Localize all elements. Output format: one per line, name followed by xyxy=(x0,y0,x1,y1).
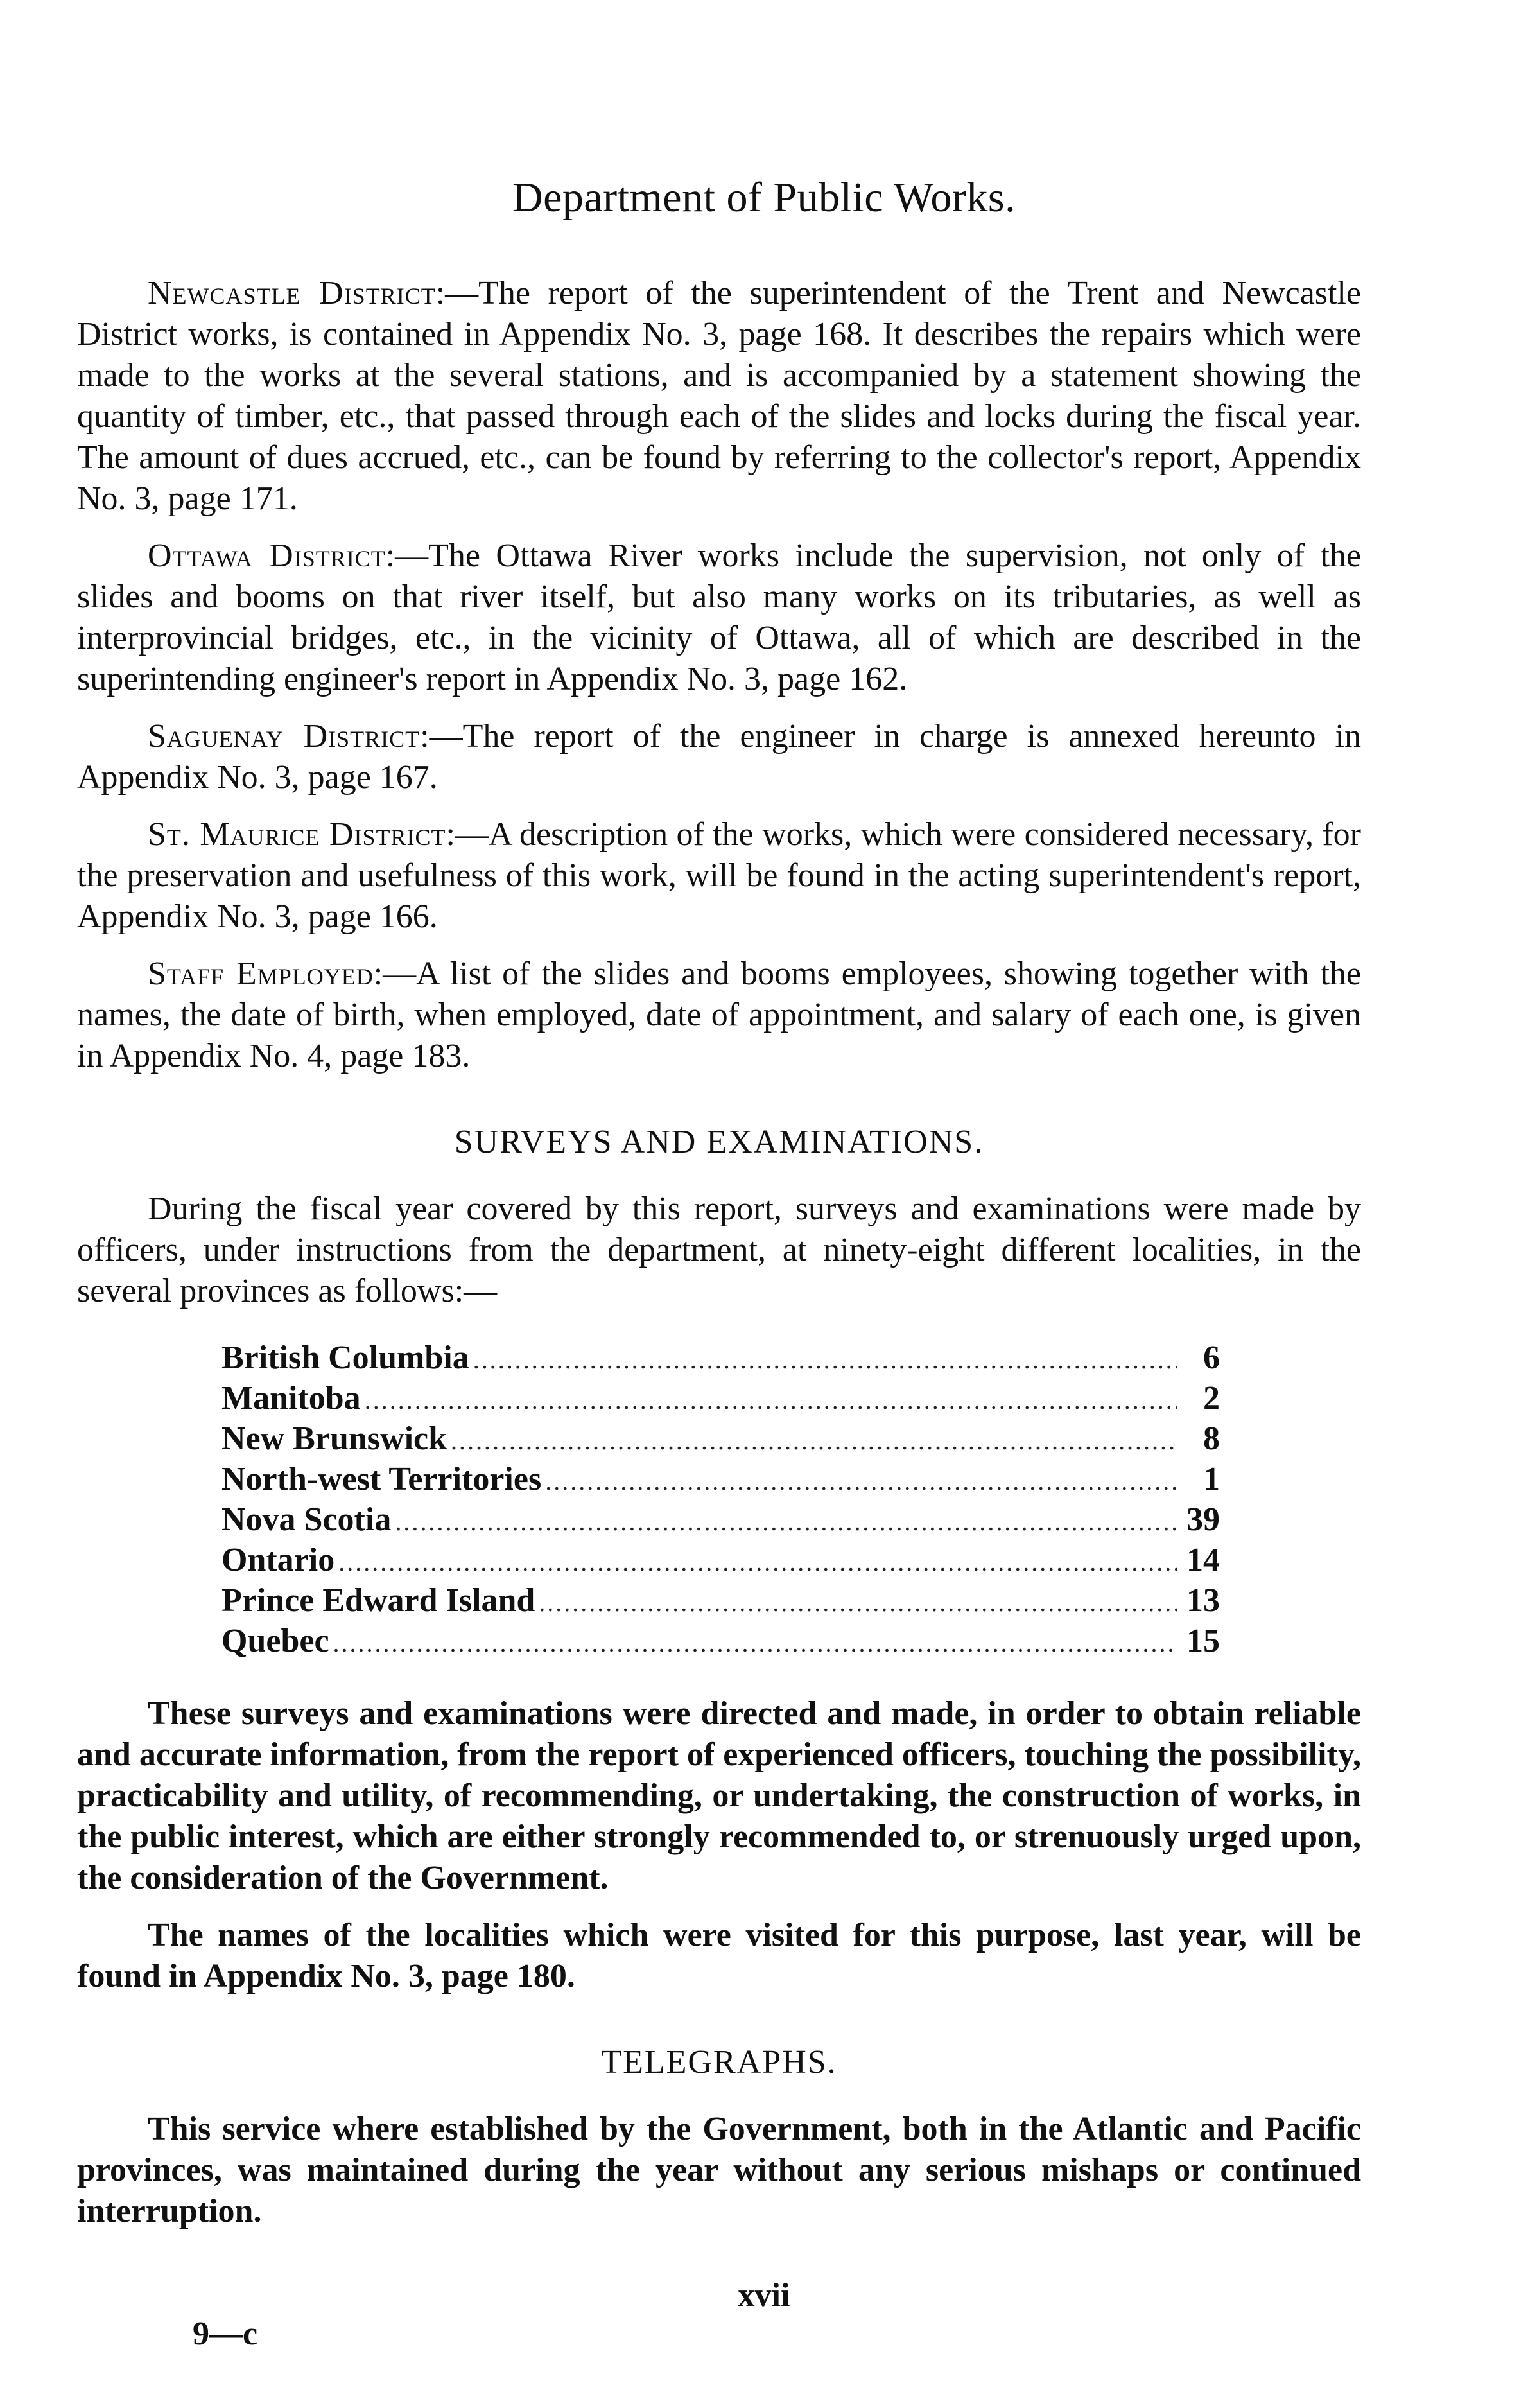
locality-count: 8 xyxy=(1203,1420,1220,1457)
locality-count: 14 xyxy=(1186,1542,1220,1578)
province-name: Manitoba xyxy=(221,1380,361,1417)
province-name: Ontario xyxy=(221,1542,335,1578)
leader-dots xyxy=(333,1621,1177,1664)
locality-count: 39 xyxy=(1186,1501,1220,1538)
leader-dots xyxy=(473,1338,1177,1381)
paragraph-text: :—A list of the slides and booms employees, showing together with the names, the date of birth, when employed, date of appointment, and salary of each one, is given in Appendix No. 4, page 183. xyxy=(77,955,1362,1074)
leader-dots xyxy=(395,1499,1177,1542)
survey-row xyxy=(221,1621,1220,1661)
paragraph-heading: Newcastle District xyxy=(148,275,436,311)
telegraphs-paragraph: This service where established by the Government, both in the Atlantic and Pacific provinces, was maintained during the year without any serious mishaps or continued interruption. xyxy=(77,2111,1361,2229)
paragraph-st-maurice-district xyxy=(77,814,1361,938)
province-name: Quebec xyxy=(221,1623,329,1659)
paragraph-staff-employed xyxy=(77,954,1361,1077)
survey-row xyxy=(221,1499,1220,1540)
surveys-intro: During the fiscal year covered by this report, surveys and examinations were made by officers, under instructions from the department, at ninety-eight different localities, in the several provinces as follows:— xyxy=(77,1191,1361,1309)
paragraph-saguenay-district xyxy=(77,716,1361,798)
section-title-telegraphs: TELEGRAPHS. xyxy=(601,2044,837,2081)
province-name: British Columbia xyxy=(221,1339,469,1376)
province-name: North-west Territories xyxy=(221,1461,542,1497)
paragraph-newcastle-district xyxy=(77,273,1361,519)
paragraph-text: :—The report of the superintendent of the Trent and Newcastle District works, is contained in Appendix No. 3, page 168. It describes the repairs which were made to the works at the several stations, and is accompanied by a statement showing the quantity of timber, etc., that passed through each of the slides and locks during the fiscal year. The amount of dues accrued, etc., can be found by referring to the collector's report, Appendix No. 3, page 171. xyxy=(77,275,1362,517)
leader-dots xyxy=(539,1580,1177,1623)
survey-row xyxy=(221,1338,1220,1378)
leader-dots xyxy=(545,1459,1177,1502)
leader-dots xyxy=(338,1540,1177,1583)
locality-count: 2 xyxy=(1203,1380,1220,1417)
locality-count: 15 xyxy=(1186,1623,1220,1659)
province-name: New Brunswick xyxy=(221,1420,447,1457)
province-name: Prince Edward Island xyxy=(221,1582,535,1619)
survey-row xyxy=(221,1540,1220,1580)
page-title: Department of Public Works. xyxy=(512,174,1016,221)
surveys-purpose-paragraph: These surveys and examinations were directed and made, in order to obtain reliable and accurate information, from the report of experienced officers, touching the possibility, practicability and utility, of recommending, or undertaking, the construction of works, in the public interest, which are either strongly recommended to, or strenuously urged upon, the consideration of the Government. xyxy=(77,1695,1361,1896)
leader-dots xyxy=(365,1378,1177,1421)
locality-count: 6 xyxy=(1203,1339,1220,1376)
province-name: Nova Scotia xyxy=(221,1501,392,1538)
paragraph-heading: Saguenay District xyxy=(148,718,421,755)
paragraph-heading: St. Maurice District xyxy=(148,816,446,853)
paragraph-heading: Ottawa District xyxy=(148,537,386,574)
paragraph-text: :—A description of the works, which were considered necessary, for the preservation and usefulness of this work, will be found in the acting superintendent's report, Appendix No. 3, page 166. xyxy=(77,816,1361,935)
survey-row xyxy=(221,1378,1220,1418)
paragraph-text: :—The Ottawa River works include the supervision, not only of the slides and booms on that river itself, but also many works on its tributaries, as well as interprovincial bridges, etc., in the vicinity of Ottawa, all of which are described in the superintending engineer's report in Appendix No. 3, page 162. xyxy=(77,537,1361,697)
survey-row xyxy=(221,1418,1220,1459)
surveys-table xyxy=(221,1338,1220,1661)
paragraph-ottawa-district xyxy=(77,536,1361,700)
survey-row xyxy=(221,1580,1220,1621)
locality-count: 13 xyxy=(1186,1582,1220,1619)
page-number: xvii xyxy=(738,2277,790,2314)
leader-dots xyxy=(451,1418,1177,1461)
survey-row xyxy=(221,1459,1220,1499)
locality-count: 1 xyxy=(1203,1461,1220,1497)
paragraph-text: :—The report of the engineer in charge is annexed hereunto in Appendix No. 3, page 167. xyxy=(77,718,1361,796)
signature-mark: 9—c xyxy=(193,2316,258,2352)
document-body xyxy=(77,273,1361,2248)
paragraph-heading: Staff Employed xyxy=(148,955,374,992)
section-title-surveys: SURVEYS AND EXAMINATIONS. xyxy=(454,1124,984,1160)
surveys-localities-paragraph: The names of the localities which were visited for this purpose, last year, will be found in Appendix No. 3, page 180. xyxy=(77,1917,1361,1994)
